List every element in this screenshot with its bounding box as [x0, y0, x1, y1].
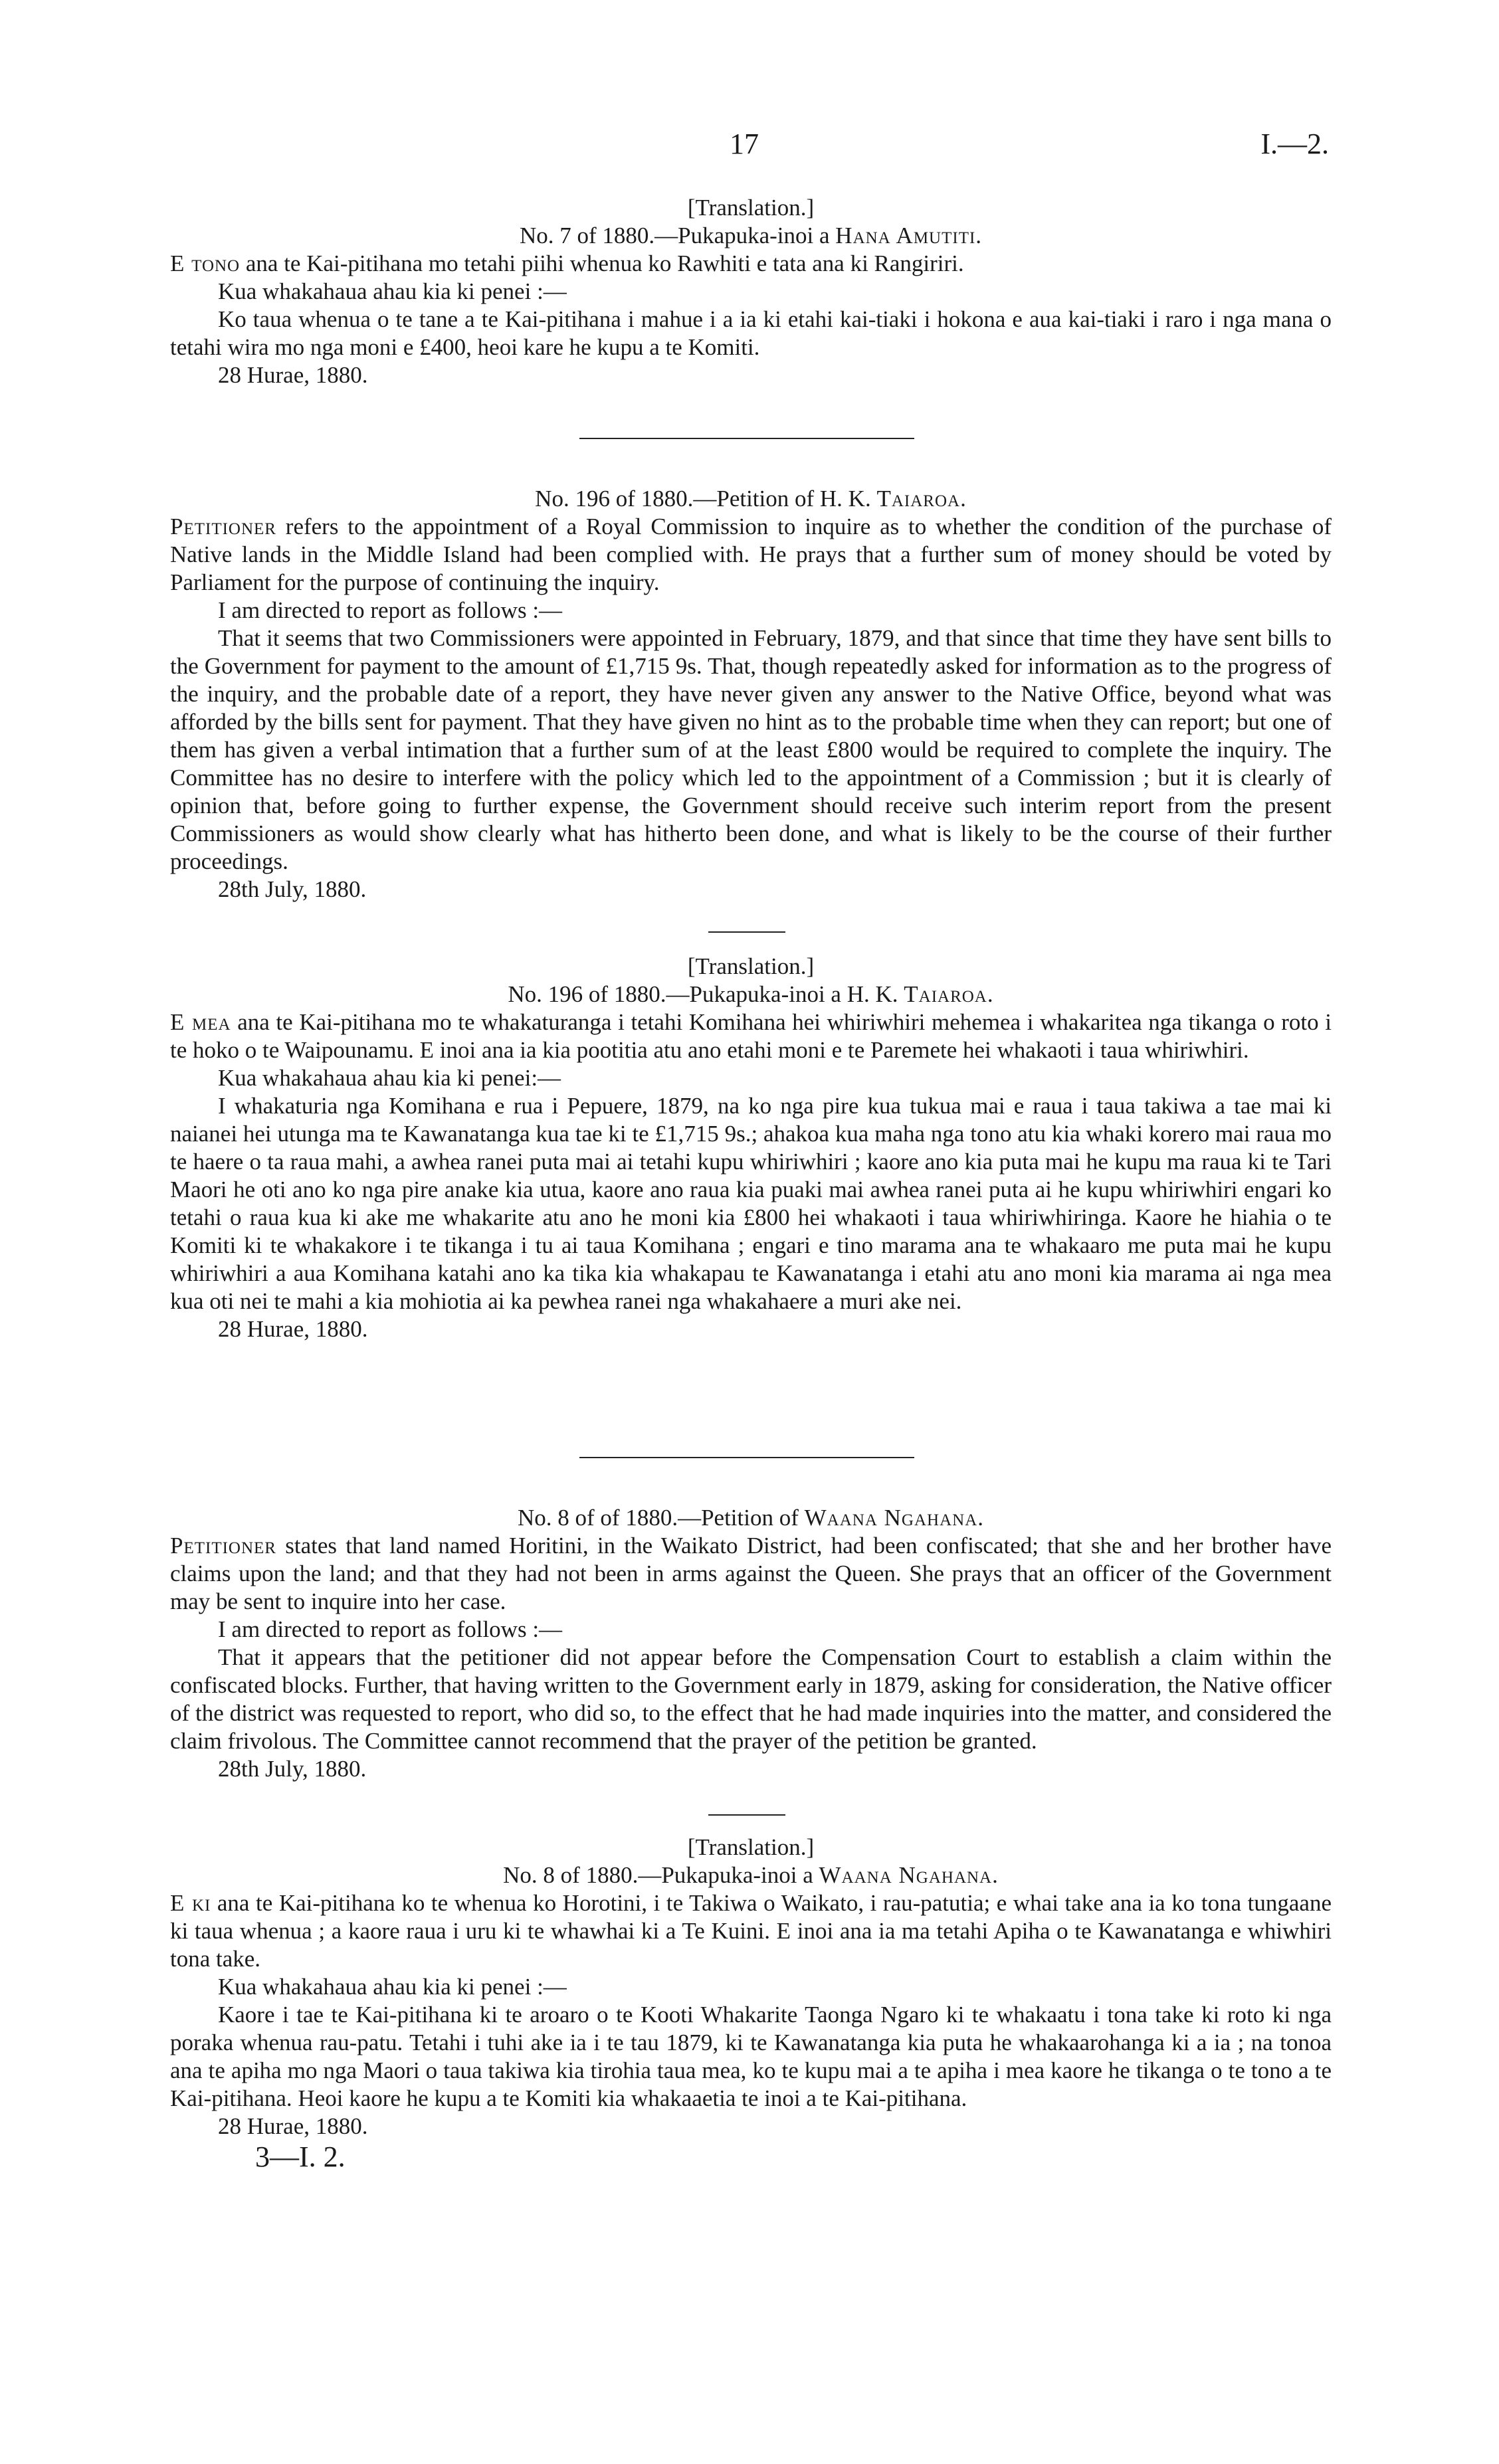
signature-reference: 3—I. 2. [255, 2140, 346, 2173]
section-date: 28 Hurae, 1880. [218, 2113, 368, 2139]
paper-reference: I.—2. [1260, 128, 1329, 160]
lead-word: Petitioner [170, 514, 276, 539]
paragraph-intro: Petitioner refers to the appointment of a Royal Commission to inquire as to whether the condition of the purchase of Native lands in the Middle Island had been complied with. He prays that a further sum of money should be voted by Parliament for the purpose of continuing the inquiry. [170, 514, 1332, 595]
paragraph-report: That it appears that the petitioner did not appear before the Compensation Court to establish a claim within the confiscated blocks. Further, that having written to the Government early in 1879, asking for consideration, the Native officer of the district was requested to report, who did so, to the effect that he had made inquiries into the matter, and considered the claim frivolous. The Committee cannot recommend that the prayer of the petition be granted. [170, 1644, 1332, 1754]
translation-label: [Translation.] [687, 953, 815, 979]
paragraph-directive: I am directed to report as follows :— [218, 597, 563, 623]
section-title [170, 222, 1332, 250]
petitioner-name: Waana Ngahana. [819, 1862, 999, 1888]
title-prefix: No. 196 of 1880.—Pukapuka-inoi a H. K. [508, 981, 898, 1007]
paragraph-intro: Petitioner states that land named Horitini, in the Waikato District, had been confiscated; that she and her brother have claims upon the land; and that they had not been in arms against the Queen. She prays that an officer of the Government may be sent to inquire into her case. [170, 1533, 1332, 1614]
paragraph-intro: E mea ana te Kai-pitihana mo te whakaturanga i tetahi Komihana hei whiriwhiri mehemea i whakaritea nga tikanga o roto i te hoko o te Waipounamu. E inoi ana ia kia pootitia atu ano etahi moni e te Paremete hei whakaoti i taua whiriwhiri. [170, 1009, 1332, 1063]
section-title [170, 1504, 1332, 1532]
section-ngahana-translation [170, 1834, 1332, 2171]
lead-word: Petitioner [170, 1533, 276, 1559]
lead-word: E tono [170, 250, 241, 276]
page-header [0, 130, 1499, 170]
paragraph-directive: I am directed to report as follows :— [218, 1616, 563, 1642]
title-prefix: No. 7 of 1880.—Pukapuka-inoi a [519, 223, 830, 248]
paragraph-directive: Kua whakahaua ahau kia ki penei :— [218, 278, 567, 304]
petitioner-name: Taiaroa. [904, 981, 994, 1007]
translation-label: [Translation.] [687, 1834, 815, 1860]
title-prefix: No. 8 of 1880.—Pukapuka-inoi a [503, 1862, 813, 1888]
petitioner-name: Hana Amutiti. [835, 223, 983, 248]
section-date: 28th July, 1880. [218, 876, 367, 902]
section-taiaroa-petition [170, 485, 1332, 903]
paragraph-intro: E ki ana te Kai-pitihana ko te whenua ko Horotini, i te Takiwa o Waikato, i rau-patutia; e whai take ana ia ko tona tungaane ki taua whenua ; a kaore raua i uru ki te whawhai ki a Te Kuini. E inoi ana ia ma tetahi Apiha o te Kawanatanga e whiwhiri tona take. [170, 1890, 1332, 1972]
paragraph-report: That it seems that two Commissioners were appointed in February, 1879, and that since that time they have sent bills to the Government for payment to the amount of £1,715 9s. That, though repeatedly asked for information as to the progress of the inquiry, and the probable date of a report, they have never given any answer to the Native Office, beyond what was afforded by the bills sent for payment. That they have given no hint as to the probable time when they can report; but one of them has given a verbal intimation that a further sum of at the least £800 would be required to complete the inquiry. The Committee has no desire to interfere with the policy which led to the appointment of a Commission ; but it is clearly of opinion that, before going to further expense, the Government should receive such interim report from the present Commissioners as would show clearly what has hitherto been done, and what is likely to be the course of their further proceedings. [170, 625, 1332, 874]
section-date: 28 Hurae, 1880. [218, 1316, 368, 1342]
section-date: 28 Hurae, 1880. [218, 362, 368, 388]
section-taiaroa-translation [170, 953, 1332, 1343]
paragraph-intro: E tono ana te Kai-pitihana mo tetahi piihi whenua ko Rawhiti e tata ana ki Rangiriri. [170, 250, 964, 276]
section-divider [579, 438, 914, 439]
section-title [170, 981, 1332, 1008]
section-ngahana-petition [170, 1504, 1332, 1783]
petitioner-name: Waana Ngahana. [804, 1505, 984, 1531]
paragraph-report: Ko taua whenua o te tane a te Kai-pitihana i mahue i a ia ki etahi kai-tiaki i hokona e aua kai-tiaki i raro i nga mana o tetahi wira mo nga moni e £400, heoi kare he kupu a te Komiti. [170, 306, 1332, 360]
paragraph-report: I whakaturia nga Komihana e rua i Pepuere, 1879, na ko nga pire kua tukua mai e raua i taua takiwa a tae mai ki naianei hei utunga ma te Kawanatanga kua tae ki te £1,715 9s.; ahakoa kua maha nga tono atu kia whaki korero mai raua mo te haere o ta raua mahi, a awhea ranei puta mai ai tetahi kupu whiriwhiri ; kaore ano kia puta mai he kupu ma raua ki te Tari Maori he oti ano ko nga pire anake kia utua, kaore ano raua kia puaki mai awhea ranei puta ai he kupu whiriwhiri engari ko tetahi o raua kua ki ake me whakarite atu ano he moni kia £800 hei whakaoti i taua whiriwhiringa. Kaore he hiahia o te Komiti ki te whakakore i te tikanga i tu ai taua Komihana ; engari e tino marama ana te whakaaro me puta mai he kupu whiriwhiri a aua Komihana katahi ano ka tika kia whakapau te Kawanatanga i etahi atu ano moni kia marama ai nga mea kua oti nei te mahi a kia mohiotia ai ka pewhea ranei nga whakahaere a muri ake nei. [170, 1093, 1332, 1314]
paragraph-directive: Kua whakahaua ahau kia ki penei :— [218, 1974, 567, 2000]
section-title [170, 1861, 1332, 1889]
title-prefix: No. 8 of of 1880.—Petition of [518, 1505, 799, 1531]
paragraph-directive: Kua whakahaua ahau kia ki penei:— [218, 1065, 561, 1091]
lead-word: E mea [170, 1009, 231, 1035]
section-title [170, 485, 1332, 513]
section-date: 28th July, 1880. [218, 1756, 367, 1782]
paragraph-report: Kaore i tae te Kai-pitihana ki te aroaro o te Kooti Whakarite Taonga Ngaro ki te whakaatu i tona take ki roto ki nga poraka whenua rau-patu. Tetahi i tuhi ake ia i te tau 1879, ki te Kawanatanga kia puta he whakaarohanga ki a ia ; na tonoa ana te apiha mo nga Maori o taua takiwa kia tirohia taua mea, ko te kupu mai a te apiha i mea kaore he tikanga o te tono a te Kai-pitihana. Heoi kaore he kupu a te Komiti kia whakaaetia te inoi a te Kai-pitihana. [170, 2002, 1332, 2111]
translation-label: [Translation.] [687, 195, 815, 221]
section-divider [579, 1457, 914, 1458]
title-prefix: No. 196 of 1880.—Petition of H. K. [535, 486, 871, 512]
page-number: 17 [730, 128, 759, 160]
short-divider [708, 931, 785, 933]
lead-word: E ki [170, 1890, 211, 1916]
petitioner-name: Taiaroa. [876, 486, 967, 512]
short-divider [708, 1814, 785, 1816]
section-hana-amutiti-translation [170, 194, 1332, 389]
